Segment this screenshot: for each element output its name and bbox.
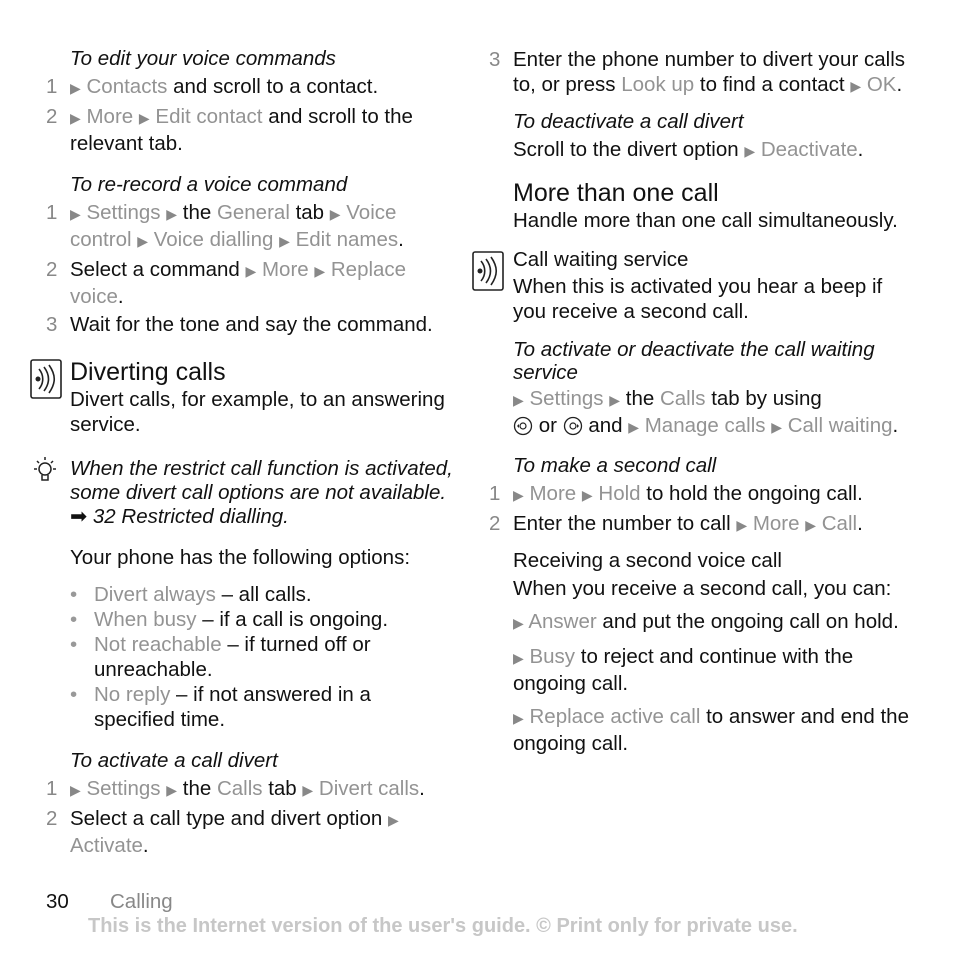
menu-label: Activate	[70, 834, 143, 857]
menu-label: Settings	[86, 201, 161, 224]
arrow-right-icon: ▶	[70, 782, 81, 798]
tip-text	[46, 457, 456, 529]
tip-lightbulb-icon	[30, 455, 60, 485]
menu-label: More	[529, 482, 577, 505]
bullet-icon: •	[70, 608, 78, 631]
text: to reject and continue with the ongoing call.	[513, 645, 854, 695]
menu-label: Busy	[529, 645, 576, 668]
option-text	[94, 632, 456, 682]
left-column	[46, 44, 456, 858]
menu-label: Replace voice	[70, 258, 407, 308]
option-item	[70, 582, 456, 607]
text: to find a contact	[694, 73, 851, 96]
arrow-right-icon: ▶	[137, 233, 149, 249]
arrow-right-icon: ▶	[70, 110, 81, 126]
text: .	[117, 285, 124, 308]
menu-label: Settings	[86, 777, 161, 800]
text: tab	[262, 777, 303, 800]
step-number: 1	[46, 777, 58, 800]
step-text	[70, 257, 456, 309]
menu-label: General	[216, 201, 290, 224]
arrow-right-icon: ▶	[245, 263, 257, 279]
option-text	[94, 682, 456, 732]
receiving-option-replace	[489, 704, 909, 756]
arrow-right-icon: ▶	[609, 392, 621, 408]
text: Scroll to the divert option	[513, 138, 745, 161]
tip-note	[46, 457, 456, 529]
option-item	[70, 632, 456, 682]
arrow-right-icon: ▶	[314, 263, 326, 279]
section-call-waiting	[489, 247, 909, 324]
menu-label: Deactivate	[760, 138, 858, 161]
heading-more-than-one-call: More than one call	[513, 179, 719, 207]
text: .	[857, 138, 864, 161]
step	[46, 74, 456, 101]
menu-label: Manage calls	[644, 414, 766, 437]
step	[489, 47, 909, 99]
option-label: When busy	[94, 608, 197, 631]
menu-label: Look up	[621, 73, 695, 96]
text: .	[419, 777, 425, 800]
section-name: Calling	[110, 890, 173, 913]
arrow-right-icon: ▶	[513, 650, 524, 666]
step	[489, 511, 909, 538]
step-text	[513, 511, 863, 538]
bullet-icon: •	[70, 683, 78, 706]
options-list	[46, 582, 456, 732]
menu-label: Edit contact	[155, 105, 263, 128]
internet-version-note: This is the Internet version of the user's guide. © Print only for private use.	[88, 915, 798, 937]
text: tab	[289, 201, 330, 224]
receiving-option-answer	[489, 609, 909, 636]
step	[46, 312, 456, 337]
menu-label: Voice dialling	[153, 228, 274, 251]
page-number: 30	[46, 890, 69, 913]
step-number: 2	[46, 807, 58, 830]
menu-label: Settings	[529, 387, 604, 410]
arrow-right-icon: ▶	[302, 782, 314, 798]
receiving-option-busy	[489, 644, 909, 696]
step-text	[513, 47, 909, 99]
more-description: Handle more than one call simultaneously.	[513, 209, 898, 232]
text: to hold the ongoing call.	[640, 482, 863, 505]
receiving-second-call-title: Receiving a second voice call	[513, 549, 782, 572]
call-waiting-title: Call waiting service	[513, 248, 689, 271]
text: .	[142, 834, 149, 857]
text: or	[533, 414, 563, 437]
step-text	[70, 104, 456, 156]
menu-label: Replace active call	[529, 705, 701, 728]
menu-label: Edit names	[295, 228, 399, 251]
deactivate-text	[489, 137, 909, 164]
menu-label: Answer	[528, 610, 597, 633]
step-number: 1	[46, 201, 58, 224]
arrow-right-icon: ▶	[70, 206, 81, 222]
text: .	[398, 228, 404, 251]
text: the	[177, 201, 217, 224]
arrow-right-icon: ▶	[138, 110, 150, 126]
receiving-description: When you receive a second call, you can:	[513, 577, 892, 600]
step-number: 3	[46, 313, 58, 336]
option-description: – if turned off or unreachable.	[94, 633, 371, 681]
step-number: 1	[489, 482, 501, 505]
arrow-right-icon: ▶	[513, 615, 524, 631]
text: .	[857, 512, 863, 535]
arrow-right-icon: ▶	[166, 782, 178, 798]
text: the	[177, 777, 217, 800]
divert-description: Divert calls, for example, to an answering service.	[70, 388, 445, 436]
heading-make-second-call: To make a second call	[513, 454, 717, 477]
bullet-icon: •	[70, 583, 78, 606]
menu-label: Call	[821, 512, 858, 535]
step	[46, 806, 456, 858]
arrow-right-icon: ▶	[736, 517, 748, 533]
step	[489, 481, 909, 508]
voice-waves-icon	[472, 251, 504, 291]
text: the	[620, 387, 660, 410]
option-text	[94, 582, 312, 607]
menu-label: Call waiting	[787, 414, 893, 437]
option-description: – if not answered in a specified time.	[94, 683, 371, 731]
step-number: 2	[46, 105, 58, 128]
step-text: Wait for the tone and say the command.	[70, 313, 433, 336]
bullet-icon: •	[70, 633, 78, 656]
call-waiting-steps	[489, 386, 909, 440]
arrow-right-icon: ▶	[805, 517, 817, 533]
option-item	[70, 682, 456, 732]
option-label: Divert always	[94, 583, 216, 606]
arrow-right-icon: ▶	[771, 419, 782, 435]
arrow-right-icon: ▶	[329, 206, 341, 222]
option-item	[70, 607, 456, 632]
heading-activate-divert: To activate a call divert	[70, 749, 278, 772]
navigation-key-icon	[513, 416, 533, 436]
arrow-right-icon: ➡	[70, 505, 88, 528]
step	[46, 257, 456, 309]
navigation-key-icon	[563, 416, 583, 436]
menu-label: Contacts	[86, 75, 168, 98]
text: and	[582, 414, 629, 437]
arrow-right-icon: ▶	[513, 392, 524, 408]
text: Enter the number to call	[513, 512, 737, 535]
arrow-right-icon: ▶	[279, 233, 290, 249]
cross-reference: 32 Restricted dialling.	[92, 505, 289, 528]
arrow-right-icon: ▶	[513, 487, 524, 503]
text: Select a call type and divert option	[70, 807, 388, 830]
step-text	[70, 200, 456, 254]
option-label: No reply	[94, 683, 171, 706]
step-number: 3	[489, 48, 501, 71]
option-label: Not reachable	[94, 633, 222, 656]
heading-edit-voice-commands: To edit your voice commands	[70, 47, 336, 70]
menu-label: Divert calls	[318, 777, 420, 800]
menu-label: More	[86, 105, 134, 128]
step	[46, 104, 456, 156]
arrow-right-icon: ▶	[581, 487, 593, 503]
menu-label: Calls	[659, 387, 706, 410]
arrow-right-icon: ▶	[744, 143, 756, 159]
text: and scroll to the relevant tab.	[70, 105, 413, 155]
option-text	[94, 607, 388, 632]
text: .	[892, 414, 899, 437]
right-column	[489, 44, 909, 756]
text: tab by using	[705, 387, 822, 410]
text: to answer and end the ongoing call.	[513, 705, 909, 755]
step-text	[70, 806, 456, 858]
arrow-right-icon: ▶	[70, 80, 81, 96]
arrow-right-icon: ▶	[387, 812, 399, 828]
text: and put the ongoing call on hold.	[596, 610, 899, 633]
option-description: – all calls.	[215, 583, 312, 606]
text: Enter the phone number to divert your calls to, or press	[513, 48, 905, 96]
menu-label: Hold	[598, 482, 641, 505]
voice-waves-icon	[30, 359, 62, 399]
call-waiting-description: When this is activated you hear a beep if you receive a second call.	[513, 275, 883, 323]
menu-label: Calls	[216, 777, 263, 800]
heading-deactivate-divert: To deactivate a call divert	[513, 110, 744, 133]
step-text	[70, 776, 425, 803]
arrow-right-icon: ▶	[166, 206, 178, 222]
step	[46, 776, 456, 803]
heading-toggle-call-waiting: To activate or deactivate the call waiting service	[513, 338, 875, 384]
menu-label: More	[752, 512, 800, 535]
menu-label: OK	[866, 73, 897, 96]
text: and scroll to a contact.	[167, 75, 379, 98]
arrow-right-icon: ▶	[513, 710, 524, 726]
options-intro: Your phone has the following options:	[70, 546, 411, 569]
option-description: – if a call is ongoing.	[196, 608, 389, 631]
heading-diverting-calls: Diverting calls	[70, 358, 226, 386]
step-text	[513, 481, 863, 508]
arrow-right-icon: ▶	[628, 419, 640, 435]
step-text	[70, 74, 378, 101]
menu-label: More	[261, 258, 309, 281]
step-number: 2	[46, 258, 58, 281]
section-diverting-calls	[46, 357, 456, 437]
text: .	[896, 73, 903, 96]
text: Select a command	[70, 258, 246, 281]
step-number: 2	[489, 512, 501, 535]
step-number: 1	[46, 75, 58, 98]
step	[46, 200, 456, 254]
menu-label: Voice control	[70, 201, 397, 251]
text: When the restrict call function is activated, some divert call options are not available.	[70, 457, 453, 504]
heading-rerecord-voice-command: To re-record a voice command	[70, 173, 348, 196]
arrow-right-icon: ▶	[850, 78, 862, 94]
